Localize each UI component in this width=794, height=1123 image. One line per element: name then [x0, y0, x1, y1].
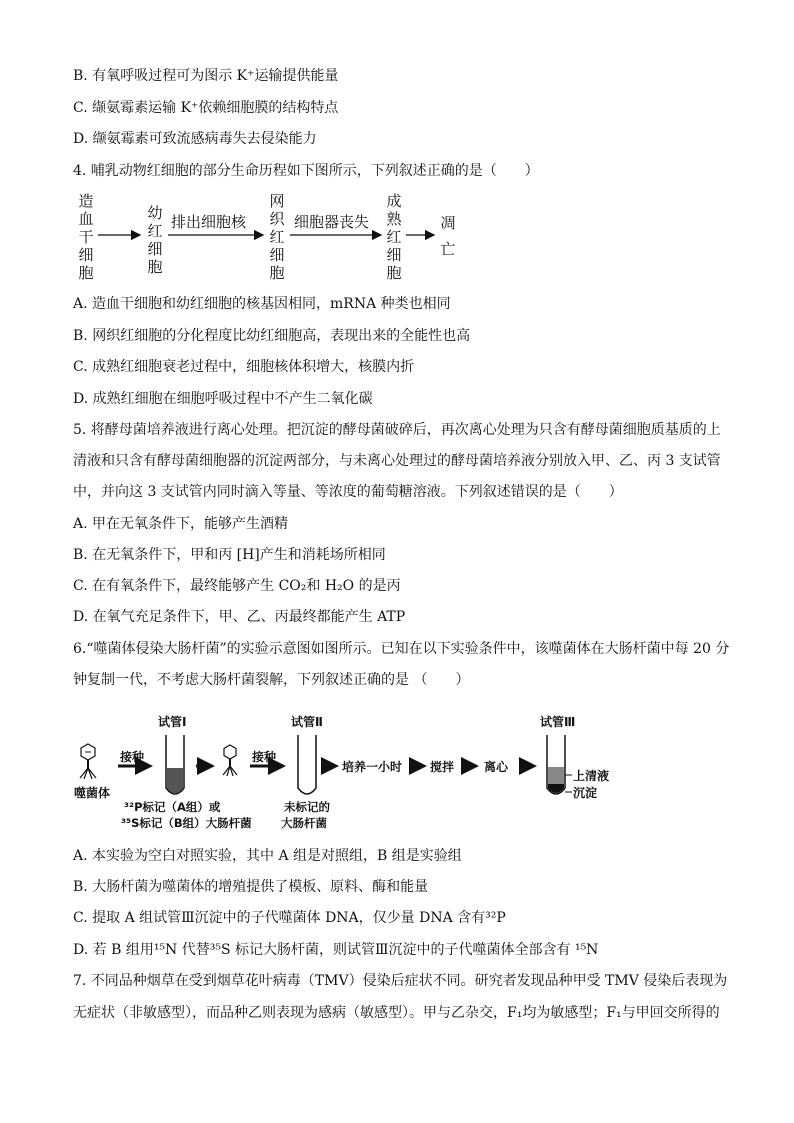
q6-option-c: C. 提取 A 组试管Ⅲ沉淀中的子代噬菌体 DNA，仅少量 DNA 含有³²P: [73, 910, 506, 926]
tube-2-caption-line2: 大肠杆菌: [281, 816, 327, 830]
tube-1-caption-line1: ³²P标记（A组）或: [124, 800, 221, 814]
q5-option-b: B. 在无氧条件下，甲和丙 [H]产生和消耗场所相同: [73, 547, 386, 563]
fig4-arrow-label-enucleation: 排出细胞核: [171, 213, 247, 231]
tube-3: [547, 735, 572, 794]
fig4-stage-erythroblast: 幼红细胞: [147, 204, 163, 276]
sediment-label: 沉淀: [573, 786, 598, 800]
tube-1: [166, 735, 184, 794]
fig4-stage-reticulocyte: 网织红细胞: [269, 192, 285, 282]
step-culture: 培养一小时: [342, 760, 403, 774]
q6-option-a: A. 本实验为空白对照实验，其中 A 组是对照组，B 组是实验组: [73, 848, 462, 864]
phage-label: 噬菌体: [74, 786, 111, 800]
fig4-stage-mature-rbc: 成熟红细胞: [386, 192, 402, 282]
q6-stem-line1: 6.“噬菌体侵染大肠杆菌”的实验示意图如图所示。已知在以下实验条件中，该噬菌体在大肠杆菌中每 20 分: [73, 641, 730, 657]
fig4-arrow-label-organelle-loss: 细胞器丧失: [294, 213, 370, 231]
q4-option-d: D. 成熟红细胞在细胞呼吸过程中不产生二氧化碳: [73, 391, 373, 407]
phage-icon-2: [223, 745, 237, 776]
q5-stem-line2: 清液和只含有酵母菌细胞器的沉淀两部分，与未离心处理过的酵母菌培养液分别放入甲、乙、丙 3 支试管: [73, 453, 721, 469]
tube-2-title: 试管Ⅱ: [291, 715, 323, 729]
step-centrifuge: 离心: [484, 760, 509, 774]
q3-option-c: C. 缬氨霉素运输 K⁺依赖细胞膜的结构特点: [73, 100, 339, 116]
tube-1-title: 试管Ⅰ: [158, 715, 187, 729]
q5-stem-line3: 中，并向这 3 支试管内同时滴入等量、等浓度的葡萄糖溶液。下列叙述错误的是（ ）: [73, 484, 623, 500]
q7-stem-line2: 无症状（非敏感型），而品种乙则表现为感病（敏感型）。甲与乙杂交，F₁均为敏感型；F₁与甲回交所得的: [73, 1005, 720, 1021]
q5-option-c: C. 在有氧条件下，最终能够产生 CO₂和 H₂O 的是丙: [73, 578, 401, 594]
inoculate-label-2: 接种: [252, 750, 277, 764]
tube-2: [298, 735, 316, 794]
q4-stem: 4. 哺乳动物红细胞的部分生命历程如下图所示，下列叙述正确的是（ ）: [73, 163, 539, 179]
q3-option-b: B. 有氧呼吸过程可为图示 K⁺运输提供能量: [73, 68, 339, 84]
q5-option-d: D. 在氧气充足条件下，甲、乙、丙最终都能产生 ATP: [73, 609, 406, 625]
q5-option-a: A. 甲在无氧条件下，能够产生酒精: [73, 516, 289, 532]
q7-stem-line1: 7. 不同品种烟草在受到烟草花叶病毒（TMV）侵染后症状不同。研究者发现品种甲受 TMV 侵染后表现为: [73, 973, 728, 989]
fig4-stage-apoptosis: 凋亡: [440, 214, 456, 258]
supernatant-label: 上清液: [573, 769, 610, 783]
inoculate-label-1: 接种: [120, 750, 145, 764]
fig4-stage-hsc: 造血干细胞: [78, 192, 94, 282]
q6-option-d: D. 若 B 组用¹⁵N 代替³⁵S 标记大肠杆菌，则试管Ⅲ沉淀中的子代噬菌体全部含有 ¹⁵N: [73, 942, 599, 958]
q6-stem-line2: 钟复制一代，不考虑大肠杆菌裂解，下列叙述正确的是 （ ）: [73, 672, 470, 688]
step-stir: 搅拌: [430, 760, 455, 774]
q4-option-b: B. 网织红细胞的分化程度比幼红细胞高，表现出来的全能性也高: [73, 328, 471, 344]
q3-option-d: D. 缬氨霉素可致流感病毒失去侵染能力: [73, 131, 317, 147]
q6-option-b: B. 大肠杆菌为噬菌体的增殖提供了模板、原料、酶和能量: [73, 879, 429, 895]
tube-2-caption-line1: 未标记的: [284, 800, 330, 814]
q4-option-a: A. 造血干细胞和幼红细胞的核基因相同，mRNA 种类也相同: [73, 296, 451, 312]
tube-1-caption-line2: ³⁵S标记（B组）大肠杆菌: [121, 816, 252, 830]
phage-icon: [80, 744, 96, 779]
tube-3-title: 试管Ⅲ: [540, 715, 576, 729]
q5-stem-line1: 5. 将酵母菌培养液进行离心处理。把沉淀的酵母菌破碎后，再次离心处理为只含有酵母菌细胞质基质的上: [73, 422, 721, 438]
q4-option-c: C. 成熟红细胞衰老过程中，细胞核体积增大，核膜内折: [73, 359, 415, 375]
